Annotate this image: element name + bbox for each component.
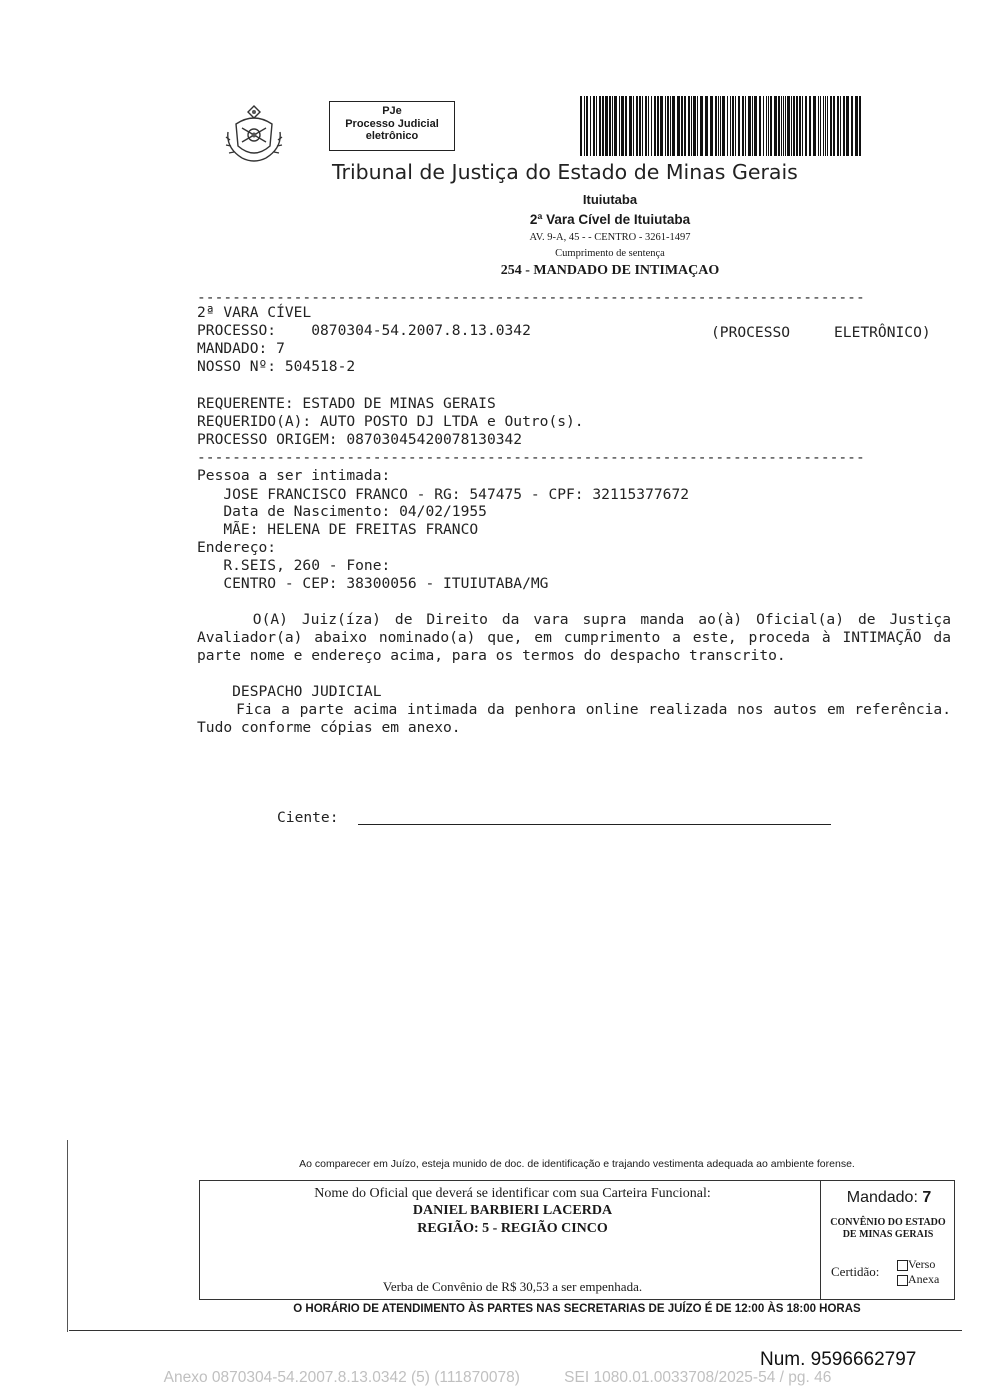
forum-address: AV. 9-A, 45 - - CENTRO - 3261-1497 (529, 232, 691, 243)
footer-anexo: Anexo 0870304-54.2007.8.13.0342 (5) (111870078) (163, 1369, 520, 1386)
pessoa-mae-line: MÃE: HELENA DE FREITAS FRANCO (197, 521, 479, 538)
pje-badge (329, 101, 455, 151)
requerido-line: REQUERIDO(A): AUTO POSTO DJ LTDA e Outro(s). (197, 413, 584, 430)
warrant-type: 254 - MANDADO DE INTIMAÇAO (500, 263, 720, 278)
endereco-line1: R.SEIS, 260 - Fone: (197, 557, 391, 574)
verso-option (897, 1257, 935, 1272)
nosso-numero-line: NOSSO Nº: 504518-2 (197, 358, 356, 375)
endereco-label: Endereço: (197, 539, 277, 556)
barcode-icon (580, 96, 862, 156)
oficial-nome: DANIEL BARBIERI LACERDA (412, 1203, 613, 1218)
pessoa-label: Pessoa a ser intimada: (197, 467, 391, 484)
tribunal-title: Tribunal de Justiça do Estado de Minas Gerais (332, 160, 798, 184)
mandado-box (825, 1189, 953, 1207)
endereco-line2: CENTRO - CEP: 38300056 - ITUIUTABA/MG (197, 575, 549, 592)
vara-line: 2ª VARA CÍVEL (197, 304, 312, 321)
verba-convenio: Verba de Convênio de R$ 30,53 a ser empenhada. (382, 1279, 643, 1294)
processo-origem-line: PROCESSO ORIGEM: 08703045420078130342 (197, 431, 523, 448)
anexo-option (897, 1272, 939, 1287)
ciente-label: Ciente: (277, 809, 339, 826)
verso-checkbox[interactable] (897, 1260, 908, 1271)
pessoa-nascimento-line: Data de Nascimento: 04/02/1955 (197, 503, 487, 520)
footer-sei: SEI 1080.01.0033708/2025-54 / pg. 46 (564, 1369, 832, 1386)
coat-of-arms-icon (222, 102, 286, 166)
pje-badge-line1: PJe (382, 105, 402, 117)
requerente-line: REQUERENTE: ESTADO DE MINAS GERAIS (197, 395, 496, 412)
despacho-texto: Fica a parte acima intimada da penhora online realizada nos autos em referência. Tudo conforme cópias em anexo. (197, 701, 960, 736)
pessoa-nome-line: JOSE FRANCISCO FRANCO - RG: 547475 - CPF: 32115377672 (197, 486, 690, 503)
certidao-label: Certidão: (831, 1264, 880, 1279)
divider-middle: ---------------------------------------------------------------------------- (197, 449, 865, 466)
process-class: Cumprimento de sentença (555, 248, 665, 259)
processo-line: PROCESSO: 0870304-54.2007.8.13.0342 (197, 322, 531, 339)
ciente-signature-line (358, 824, 831, 825)
pje-badge-line3: eletrônico (365, 130, 419, 142)
footer-stamp (0, 1369, 995, 1387)
pje-badge-line2: Processo Judicial (345, 117, 439, 130)
bottom-rule (69, 1330, 962, 1331)
oficial-regiao: REGIÃO: 5 - REGIÃO CINCO (417, 1221, 608, 1236)
processo-eletronico-label: (PROCESSO ELETRÔNICO) (711, 324, 931, 341)
mandado-box-number: 7 (922, 1189, 932, 1206)
aviso-vestimenta: Ao comparecer em Juízo, esteja munido de doc. de identificação e trajando vestimenta adequada ao ambiente forense. (299, 1158, 855, 1170)
vara-name: 2ª Vara Cível de Ituiutaba (529, 212, 691, 227)
convenio-line2: DE MINAS GERAIS (842, 1229, 934, 1240)
despacho-titulo: DESPACHO JUDICIAL (197, 683, 382, 700)
document-number: Num. 9596662797 (760, 1349, 917, 1370)
comarca-name: Ituiutaba (582, 192, 638, 207)
anexo-checkbox[interactable] (897, 1275, 908, 1286)
oficial-label: Nome do Oficial que deverá se identificar com sua Carteira Funcional: (314, 1186, 711, 1201)
verso-label: Verso (908, 1257, 936, 1271)
oficial-box-divider (820, 1180, 821, 1300)
left-margin-rule (67, 1140, 68, 1332)
anexo-label: Anexa (908, 1272, 940, 1286)
convenio-label (822, 1217, 954, 1241)
mandado-box-label: Mandado: (846, 1189, 918, 1206)
convenio-line1: CONVÊNIO DO ESTADO (830, 1217, 946, 1228)
mandado-line: MANDADO: 7 (197, 340, 285, 357)
corpo-paragrafo: O(A) Juiz(íza) de Direito da vara supra manda ao(à) Oficial(a) de Justiça Avaliador(a) abaixo nominado(a) que, em cumprimento a este, proceda à INTIMAÇÃO da parte nome e endereço acima, para os termos do despacho transcrito. (197, 611, 960, 664)
divider-top: ---------------------------------------------------------------------------- (197, 289, 865, 306)
horario-atendimento: O HORÁRIO DE ATENDIMENTO ÀS PARTES NAS SECRETARIAS DE JUÍZO É DE 12:00 ÀS 18:00 HORAS (293, 1303, 861, 1315)
